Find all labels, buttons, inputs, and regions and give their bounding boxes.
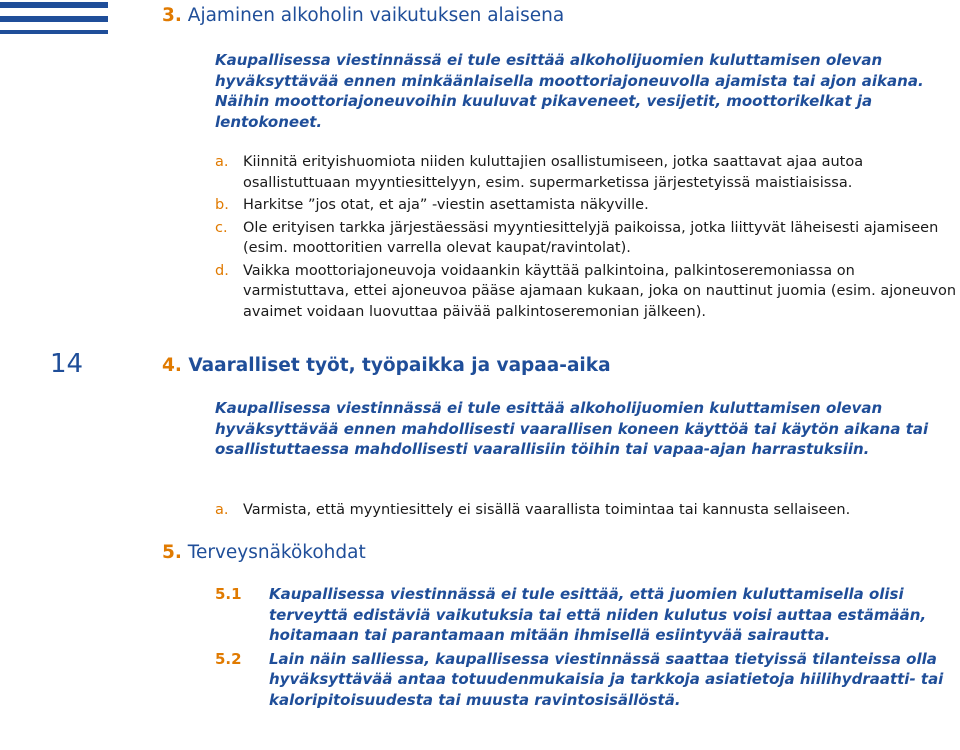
list-marker: c. — [215, 219, 228, 236]
section-4-title: Vaaralliset työt, työpaikka ja vapaa-aika — [188, 355, 611, 376]
list-item — [215, 152, 960, 193]
section-5-list — [215, 584, 960, 710]
subsection-text: Kaupallisessa viestinnässä ei tule esittää, että juomien kuluttamisella olisi terveyttä edistäviä vaikutuksia tai että niiden kulutus voisi auttaa estämään, hoitamaan tai parantamaan mitään ihmisellä esiintyvää sairautta. — [269, 585, 927, 644]
stripe — [0, 30, 108, 34]
section-5-number: 5. — [162, 542, 182, 563]
section-3-intro: Kaupallisessa viestinnässä ei tule esittää alkoholijuomien kuluttamisen olevan hyväksyttävää ennen minkäänlaisella moottoriajoneuvolla ajamista tai ajon aikana. Näihin moottoriajoneuvoihin kuuluvat pikaveneet, vesijetit, moottorikelkat ja lentokoneet. — [215, 51, 924, 131]
list-item-text: Harkitse ”jos otat, et aja” -viestin asettamista näkyville. — [243, 197, 649, 213]
section-3-list — [215, 152, 960, 322]
subsection-number: 5.1 — [215, 585, 242, 603]
subsection-item — [215, 649, 959, 711]
stripe — [0, 16, 108, 22]
subsection-number: 5.2 — [215, 649, 242, 668]
stripe — [0, 2, 108, 8]
subsection-item — [215, 584, 959, 646]
list-marker: b. — [215, 197, 229, 213]
section-3-heading — [162, 5, 564, 26]
section-3-number: 3. — [162, 5, 182, 26]
section-3-title: Ajaminen alkoholin vaikutuksen alaisena — [187, 5, 565, 26]
list-marker: a. — [215, 154, 229, 170]
list-item — [215, 218, 960, 259]
list-marker: a. — [215, 502, 229, 518]
section-4-list — [215, 500, 960, 521]
list-item-text: Kiinnitä erityishuomiota niiden kuluttajien osallistumiseen, jotka saattavat ajaa autoa osallistuttuaan myyntiesittelyyn, esim. supermarketissa järjestetyissä maistiaisissa. — [243, 154, 864, 191]
list-item — [215, 500, 960, 521]
section-5-title: Terveysnäkökohdat — [187, 542, 366, 563]
page-number: 14 — [50, 349, 84, 379]
list-item-text: Ole erityisen tarkka järjestäessäsi myyntiesittelyjä paikoissa, jotka liittyvät läheisesti ajamiseen (esim. moottoritien varrella olevat kaupat/ravintolat). — [243, 219, 939, 256]
list-item-text: Vaikka moottoriajoneuvoja voidaankin käyttää palkintoina, palkintoseremoniassa on varmistuttava, ettei ajoneuvoa pääse ajamaan kukaan, joka on nauttinut juomia (esim. ajoneuvon avaimet voidaan luovuttaa päivää palkintoseremonian jälkeen). — [243, 262, 957, 320]
header-stripes-decoration — [0, 2, 108, 44]
list-item-text: Varmista, että myyntiesittely ei sisällä vaarallista toimintaa tai kannusta sellaiseen. — [243, 502, 851, 518]
list-marker: d. — [215, 262, 229, 279]
list-item — [215, 195, 960, 216]
section-4-number: 4. — [162, 355, 182, 376]
section-4-heading — [162, 355, 611, 376]
section-5-heading — [162, 542, 366, 563]
list-item — [215, 261, 960, 323]
section-4-intro: Kaupallisessa viestinnässä ei tule esittää alkoholijuomien kuluttamisen olevan hyväksyttävää ennen mahdollisesti vaarallisen koneen käyttöä tai käytön aikana tai osallistuttaessa mahdollisesti vaarallisiin töihin tai vapaa-ajan harrastuksiin. — [215, 399, 929, 458]
subsection-text: Lain näin salliessa, kaupallisessa viestinnässä saattaa tietyissä tilanteissa olla hyväksyttävää antaa totuudenmukaisia ja tarkkoja asiatietoja hiilihydraatti- tai kaloripitoisuudesta tai muusta ravintosisällöstä. — [269, 649, 944, 709]
